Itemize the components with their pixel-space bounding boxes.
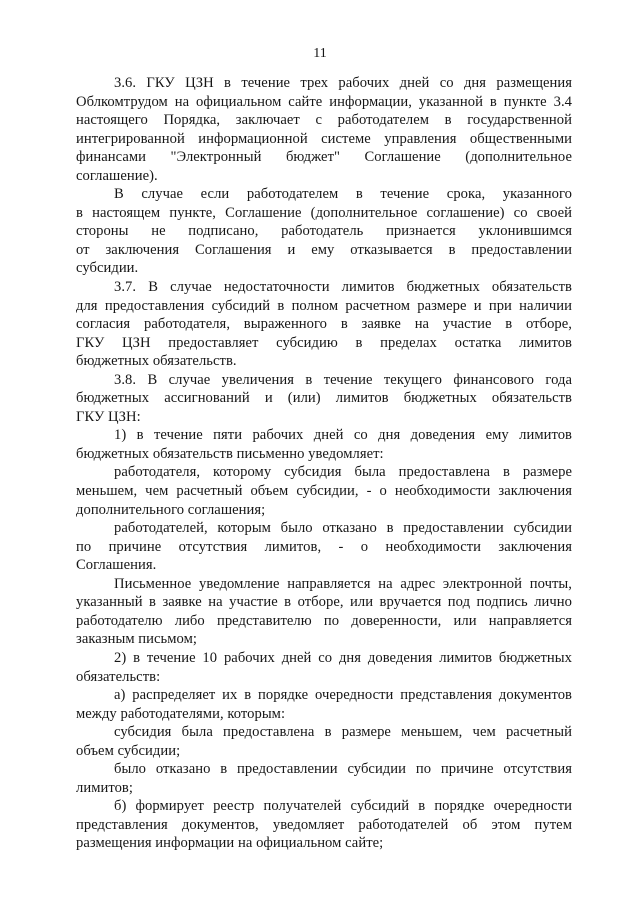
paragraph	[76, 371, 572, 427]
paragraph	[76, 519, 572, 575]
text-line: финансами "Электронный бюджет" Соглашение (дополнительное	[76, 149, 572, 166]
paragraph	[76, 185, 572, 278]
text-line: а) распределяет их в порядке очередности представления документов	[114, 687, 572, 704]
text-line: Письменное уведомление направляется на адрес электронной почты,	[114, 575, 572, 592]
text-line: работодателя, которому субсидия была предоставлена в размере	[114, 464, 572, 481]
text-line: работодателю либо представителю по доверенности, или направляется	[76, 612, 572, 629]
paragraph	[76, 686, 572, 723]
text-line: 2) в течение 10 рабочих дней со дня доведения лимитов бюджетных	[114, 649, 572, 666]
text-line: размещения информации на официальном сайте;	[76, 835, 384, 852]
text-line: соглашение).	[76, 167, 158, 184]
text-line: по причине отсутствия лимитов, - о необходимости заключения	[76, 538, 572, 555]
text-line: дополнительного соглашения;	[76, 501, 266, 518]
paragraph	[76, 278, 572, 371]
text-line: б) формирует реестр получателей субсидий в порядке очередности	[114, 798, 572, 815]
text-line: интегрированной информационной системе управления общественными	[76, 130, 572, 147]
text-line: ГКУ ЦЗН:	[76, 408, 141, 425]
text-line: заказным письмом;	[76, 631, 197, 648]
text-line: бюджетных обязательств.	[76, 353, 237, 370]
paragraph	[76, 426, 572, 463]
text-line: в настоящем пункте, Соглашение (дополнительное соглашение) со своей	[76, 204, 572, 221]
text-line: В случае если работодателем в течение срока, указанного	[114, 186, 572, 203]
text-line: представления документов, уведомляет работодателей об этом путем	[76, 816, 572, 833]
text-line: 3.6. ГКУ ЦЗН в течение трех рабочих дней со дня размещения	[114, 75, 572, 91]
text-line: работодателей, которым было отказано в предоставлении субсидии	[114, 520, 572, 537]
text-line: бюджетных ассигнований и (или) лимитов бюджетных обязательств	[76, 390, 572, 407]
text-line: между работодателями, которым:	[76, 705, 286, 722]
text-line: субсидии.	[76, 260, 139, 277]
text-line: для предоставления субсидий в полном расчетном размере и при наличии	[76, 297, 572, 314]
text-line: настоящего Порядка, заключает с работодателем в государственной	[76, 112, 572, 129]
paragraph	[76, 463, 572, 519]
text-line: стороны не подписано, работодатель признается уклонившимся	[76, 223, 572, 240]
page-number: 11	[313, 46, 327, 61]
paragraph	[76, 74, 572, 185]
text-line: обязательств:	[76, 668, 161, 685]
paragraph	[76, 723, 572, 760]
text-line: объем субсидии;	[76, 742, 181, 759]
text-line: бюджетных обязательств письменно уведомляет:	[76, 445, 384, 462]
document-body	[76, 74, 572, 853]
text-line: меньшем, чем расчетный объем субсидии, - о необходимости заключения	[76, 483, 572, 500]
text-line: согласия работодателя, выраженного в заявке на участие в отборе,	[76, 316, 572, 333]
text-line: Соглашения.	[76, 557, 157, 574]
paragraph	[76, 575, 572, 649]
paragraph	[76, 797, 572, 853]
text-line: лимитов;	[76, 779, 133, 796]
text-line: субсидия была предоставлена в размере меньшем, чем расчетный	[114, 724, 572, 741]
text-line: было отказано в предоставлении субсидии по причине отсутствия	[114, 761, 572, 778]
paragraph	[76, 649, 572, 686]
text-line: 1) в течение пяти рабочих дней со дня доведения ему лимитов	[114, 427, 572, 444]
text-line: 3.8. В случае увеличения в течение текущего финансового года	[114, 371, 572, 388]
paragraph	[76, 760, 572, 797]
text-line: ГКУ ЦЗН предоставляет субсидию в пределах остатка лимитов	[76, 334, 572, 351]
text-line: от заключения Соглашения и ему отказывается в предоставлении	[76, 241, 572, 258]
text-line: Облкомтрудом на официальном сайте информации, указанной в пункте 3.4	[76, 93, 572, 110]
text-line: указанный в заявке на участие в отборе, или вручается под подпись лично	[76, 594, 572, 611]
text-line: 3.7. В случае недостаточности лимитов бюджетных обязательств	[114, 279, 572, 296]
